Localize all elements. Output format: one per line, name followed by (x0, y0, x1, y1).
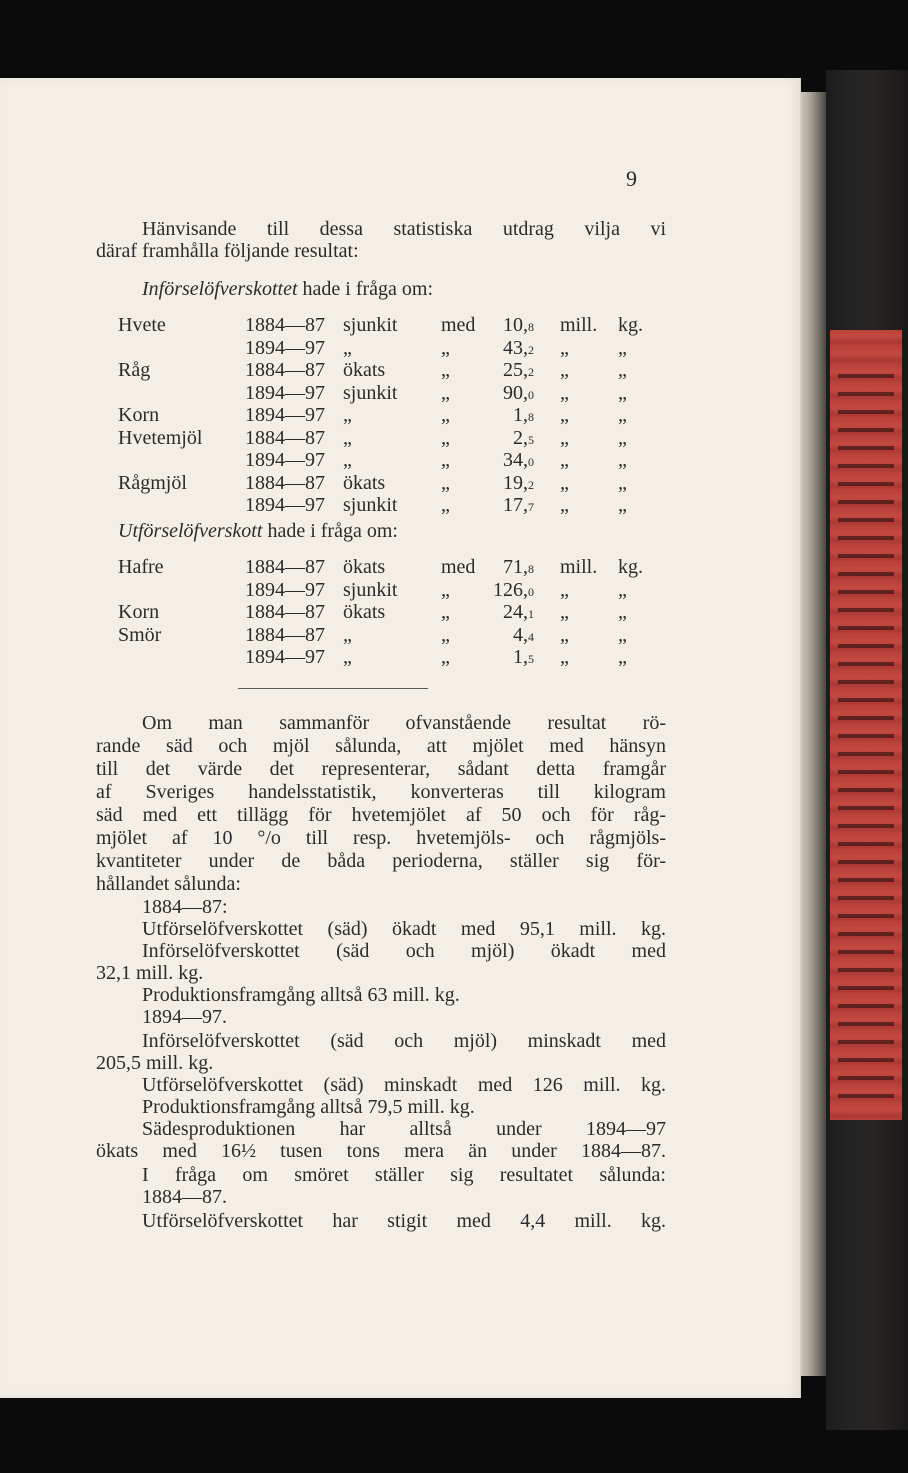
line-production-1: Produktionsframgång alltså 63 mill. kg. (142, 984, 460, 1006)
paragraph-line: Om man sammanför ofvanstående resultat rö- (142, 712, 666, 734)
row-value (474, 404, 534, 428)
row-value (474, 427, 534, 451)
row-value-decimal: 2 (528, 365, 534, 379)
row-value-decimal: 8 (528, 562, 534, 576)
section-divider (238, 688, 428, 689)
row-kg: kg. (618, 314, 643, 336)
row-med: „ (441, 449, 450, 471)
row-value-decimal: 0 (528, 584, 534, 599)
row-label: Korn (118, 404, 160, 426)
line-export-decrease: Utförselöfverskottet (säd) minskadt med 126 mill. kg. (142, 1074, 666, 1096)
paragraph-line: till det värde det representerar, sådant detta framgår (96, 758, 666, 780)
row-med: „ (441, 336, 450, 359)
line-butter-export: Utförselöfverskottet har stigit med 4,4 mill. kg. (142, 1210, 666, 1232)
paragraph-line: af Sveriges handelsstatistik, konverteras till kilogram (96, 781, 666, 803)
paragraph-line: rande säd och mjöl sålunda, att mjölet med hänsyn (96, 735, 666, 757)
row-period: 1894—97 (245, 336, 325, 359)
paragraph-line: kvantiteter under de båda perioderna, ställer sig för- (96, 850, 666, 872)
row-med: „ (441, 578, 450, 601)
row-kg: „ (618, 623, 627, 646)
intro-line-1: Hänvisande till dessa statistiska utdrag vilja vi (142, 218, 666, 240)
row-verb: sjunkit (343, 578, 398, 601)
row-label: Hvetemjöl (118, 426, 203, 449)
row-value (474, 601, 534, 625)
row-label: Råg (118, 359, 151, 381)
row-med: „ (441, 404, 450, 426)
row-value-decimal: 5 (528, 652, 534, 666)
row-value (474, 449, 534, 473)
export-heading (118, 520, 398, 542)
row-period: 1884—87 (245, 359, 325, 381)
row-value-decimal: 7 (528, 500, 534, 514)
row-kg: „ (618, 471, 627, 494)
row-period: 1884—87 (245, 426, 325, 449)
row-med: „ (441, 623, 450, 646)
paragraph-line: hållandet sålunda: (96, 873, 241, 895)
row-med: „ (441, 426, 450, 449)
row-value-int: 90, (503, 381, 528, 404)
row-kg: „ (618, 359, 627, 381)
row-value-int: 19, (503, 471, 528, 494)
row-kg: kg. (618, 556, 643, 578)
row-unit: „ (560, 404, 569, 426)
page-edge (800, 92, 826, 1376)
row-label: Rågmjöl (118, 471, 187, 494)
row-value-decimal: 8 (528, 410, 534, 424)
row-med: med (441, 556, 476, 578)
row-value-int: 17, (503, 494, 528, 516)
row-med: „ (441, 494, 450, 516)
row-unit: „ (560, 426, 569, 449)
row-kg: „ (618, 646, 627, 668)
row-med: „ (441, 381, 450, 404)
row-verb: ökats (343, 359, 386, 381)
line-grain-production-cont: ökats med 16½ tusen tons mera än under 1884—87. (96, 1140, 666, 1162)
row-unit: „ (560, 601, 569, 623)
row-med: „ (441, 646, 450, 668)
period-heading-3: 1884—87. (142, 1186, 227, 1208)
row-unit: mill. (560, 556, 598, 578)
row-unit: „ (560, 471, 569, 494)
paragraph-line: mjölet af 10 °/o till resp. hvetemjöls- och rågmjöls- (96, 827, 666, 849)
row-med: „ (441, 471, 450, 494)
row-value (474, 337, 534, 361)
row-value-int: 2, (513, 426, 528, 449)
row-value (474, 579, 534, 603)
row-value (474, 494, 534, 518)
row-kg: „ (618, 449, 627, 471)
row-value-int: 71, (503, 556, 528, 578)
row-value-int: 4, (513, 623, 528, 646)
row-verb: „ (343, 404, 352, 426)
row-unit: „ (560, 623, 569, 646)
row-period: 1894—97 (245, 494, 325, 516)
row-period: 1894—97 (245, 404, 325, 426)
export-heading-rest: hade i fråga om: (267, 520, 398, 542)
period-heading-1: 1884—87: (142, 896, 228, 918)
row-unit: „ (560, 359, 569, 381)
row-kg: „ (618, 494, 627, 516)
line-import-decrease: Införselöfverskottet (säd och mjöl) minskadt med (142, 1030, 666, 1052)
row-unit: „ (560, 646, 569, 668)
row-value (474, 556, 534, 580)
row-value (474, 624, 534, 648)
row-unit: „ (560, 381, 569, 404)
row-value (474, 314, 534, 338)
row-value-int: 1, (513, 646, 528, 668)
line-butter: I fråga om smöret ställer sig resultatet sålunda: (142, 1164, 666, 1186)
row-period: 1894—97 (245, 646, 325, 668)
row-unit: „ (560, 578, 569, 601)
row-verb: sjunkit (343, 381, 398, 404)
row-period: 1884—87 (245, 556, 325, 578)
row-unit: „ (560, 494, 569, 516)
page-number: 9 (626, 166, 637, 191)
row-kg: „ (618, 381, 627, 404)
row-value-int: 24, (503, 601, 528, 623)
row-value-int: 34, (503, 449, 528, 471)
row-verb: ökats (343, 556, 386, 578)
row-period: 1884—87 (245, 471, 325, 494)
row-period: 1884—87 (245, 623, 325, 646)
line-import-decrease-cont: 205,5 mill. kg. (96, 1052, 214, 1074)
row-label: Korn (118, 601, 160, 623)
import-heading-rest: hade i fråga om: (302, 278, 434, 300)
line-grain-production: Sädesproduktionen har alltså under 1894—97 (142, 1118, 666, 1140)
row-verb: sjunkit (343, 314, 398, 336)
row-kg: „ (618, 578, 627, 601)
row-value (474, 382, 534, 406)
row-med: med (441, 314, 476, 336)
row-value-decimal: 0 (528, 455, 534, 469)
row-verb: „ (343, 623, 352, 646)
row-period: 1894—97 (245, 449, 325, 471)
line-import-increase-cont: 32,1 mill. kg. (96, 962, 204, 984)
row-value-int: 126, (493, 578, 528, 601)
row-verb: „ (343, 646, 352, 668)
row-med: „ (441, 359, 450, 381)
row-value (474, 472, 534, 496)
line-export-increase: Utförselöfverskottet (säd) ökadt med 95,1 mill. kg. (142, 918, 666, 940)
row-verb: ökats (343, 601, 386, 623)
row-period: 1894—97 (245, 381, 325, 404)
row-label: Hafre (118, 556, 164, 578)
row-value-decimal: 2 (528, 342, 534, 357)
row-period: 1894—97 (245, 578, 325, 601)
row-value-int: 25, (503, 359, 528, 381)
line-production-2: Produktionsframgång alltså 79,5 mill. kg. (142, 1096, 475, 1118)
row-value-decimal: 1 (528, 607, 534, 621)
row-value-int: 43, (503, 336, 528, 359)
row-kg: „ (618, 601, 627, 623)
row-value-decimal: 2 (528, 477, 534, 492)
row-value-decimal: 8 (528, 320, 534, 334)
row-value (474, 359, 534, 383)
spine-decoration (838, 360, 894, 1100)
row-verb: „ (343, 336, 352, 359)
row-verb: ökats (343, 471, 386, 494)
row-value-decimal: 4 (528, 629, 534, 644)
row-med: „ (441, 601, 450, 623)
row-verb: „ (343, 426, 352, 449)
row-value (474, 646, 534, 670)
row-unit: mill. (560, 314, 598, 336)
row-period: 1884—87 (245, 601, 325, 623)
paragraph-line: säd med ett tillägg för hvetemjölet af 50 och för råg- (96, 804, 666, 826)
row-kg: „ (618, 426, 627, 449)
row-unit: „ (560, 449, 569, 471)
row-period: 1884—87 (245, 314, 325, 336)
import-heading (142, 278, 433, 300)
row-unit: „ (560, 336, 569, 359)
import-heading-title: Införselöfverskottet (142, 278, 298, 300)
intro-line-2: däraf framhålla följande resultat: (96, 240, 359, 262)
export-heading-title: Utförselöfverskott (118, 520, 263, 542)
row-value-int: 10, (503, 314, 528, 336)
row-kg: „ (618, 336, 627, 359)
row-label: Smör (118, 623, 162, 646)
row-value-decimal: 0 (528, 387, 534, 402)
row-kg: „ (618, 404, 627, 426)
line-import-increase: Införselöfverskottet (säd och mjöl) ökadt med (142, 940, 666, 962)
row-verb: sjunkit (343, 494, 398, 516)
period-heading-2: 1894—97. (142, 1006, 227, 1028)
row-label: Hvete (118, 314, 166, 336)
row-value-int: 1, (513, 404, 528, 426)
row-verb: „ (343, 449, 352, 471)
row-value-decimal: 5 (528, 432, 534, 447)
